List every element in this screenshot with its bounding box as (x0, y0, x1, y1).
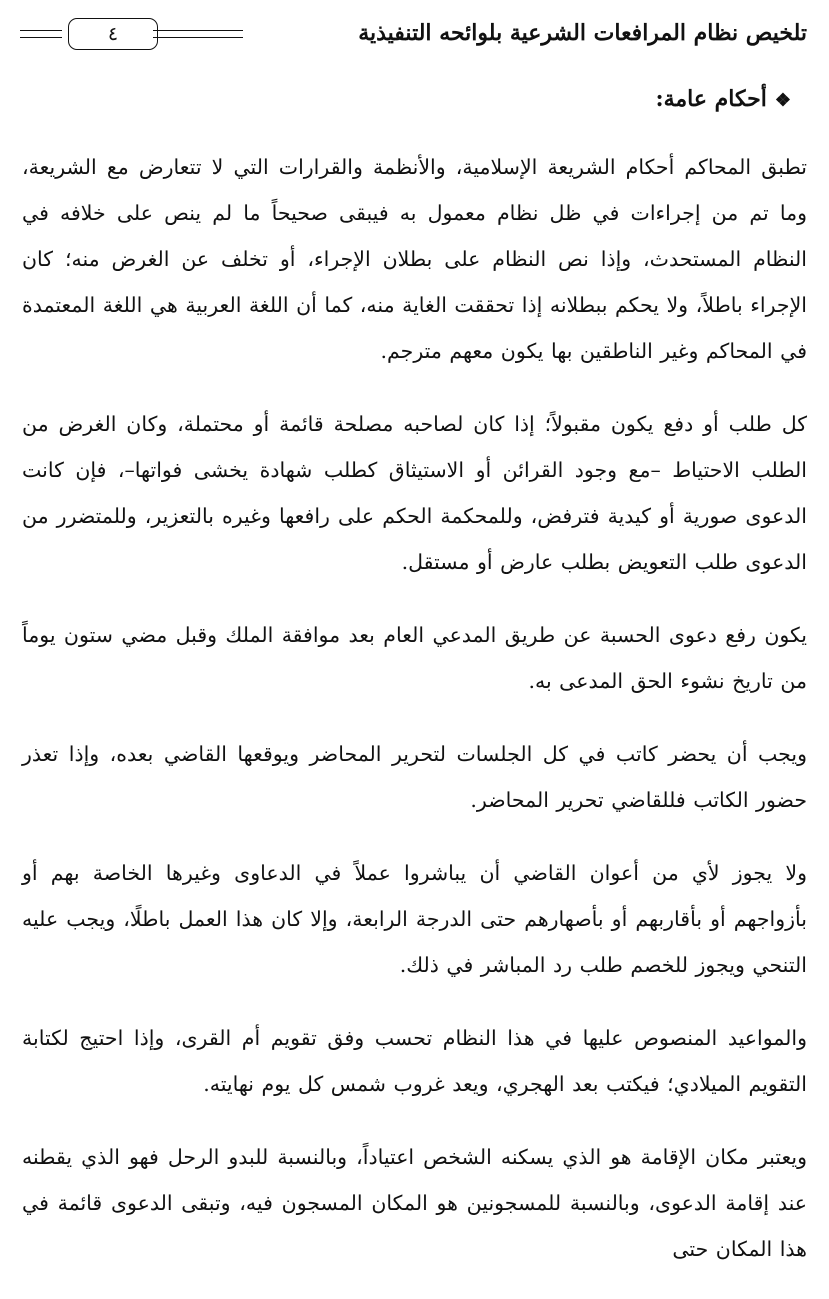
diamond-bullet-icon: ❖ (774, 90, 791, 111)
running-header (20, 14, 807, 58)
paragraph-2: كل طلب أو دفع يكون مقبولاً؛ إذا كان لصاحبه مصلحة قائمة أو محتملة، وكان الغرض من الطلب الاحتياط –مع وجود القرائن أو الاستيثاق كطلب شهادة يخشى فواتها–، فإن كانت الدعوى صورية أو كيدية فترفض، وللمحكمة الحكم على رافعها وغيره بالتعزير، وللمتضرر من الدعوى طلب التعويض بطلب عارض أو مستقل. (22, 412, 807, 574)
header-double-rule-left (20, 30, 62, 38)
body-text (22, 144, 807, 1299)
paragraph-4: ويجب أن يحضر كاتب في كل الجلسات لتحرير المحاضر ويوقعها القاضي بعده، وإذا تعذر حضور الكاتب فللقاضي تحرير المحاضر. (22, 742, 807, 812)
paragraph-3: يكون رفع دعوى الحسبة عن طريق المدعي العام بعد موافقة الملك وقبل مضي ستون يوماً من تاريخ نشوء الحق المدعى به. (22, 623, 807, 693)
paragraph-7: ويعتبر مكان الإقامة هو الذي يسكنه الشخص اعتياداً، وبالنسبة للبدو الرحل فهو الذي يقطنه عند إقامة الدعوى، وبالنسبة للمسجونين هو المكان المسجون فيه، وتبقى الدعوى قائمة في هذا المكان حتى (22, 1145, 807, 1261)
header-double-rule-right (153, 30, 243, 38)
header-title: تلخيص نظام المرافعات الشرعية بلوائحه التنفيذية (358, 20, 807, 46)
paragraph-1: تطبق المحاكم أحكام الشريعة الإسلامية، والأنظمة والقرارات التي لا تتعارض مع الشريعة، وما تم من إجراءات في ظل نظام معمول به فيبقى صحيحاً ما لم ينص على خلافه في النظام المستحدث، وإذا نص النظام على بطلان الإجراء، أو تخلف عن الغرض منه؛ كان الإجراء باطلاً، ولا يحكم ببطلانه إذا تحققت الغاية منه، كما أن اللغة العربية هي اللغة المعتمدة في المحاكم وغير الناطقين بها يكون معهم مترجم. (22, 155, 807, 363)
page-number-box (68, 18, 158, 50)
page-number: ٤ (107, 23, 119, 45)
paragraph-6: والمواعيد المنصوص عليها في هذا النظام تحسب وفق تقويم أم القرى، وإذا احتيج لكتابة التقويم الميلادي؛ فيكتب بعد الهجري، ويعد غروب شمس كل يوم نهايته. (22, 1026, 807, 1096)
section-heading-text: أحكام عامة: (655, 86, 767, 112)
paragraph-5: ولا يجوز لأي من أعوان القاضي أن يباشروا عملاً في الدعاوى وغيرها الخاصة بهم أو بأزواجهم أو بأقاربهم أو بأصهارهم حتى الدرجة الرابعة، وإلا كان هذا العمل باطلًا، ويجب عليه التنحي ويجوز للخصم طلب رد المباشر في ذلك. (22, 861, 807, 977)
section-heading (655, 84, 791, 116)
